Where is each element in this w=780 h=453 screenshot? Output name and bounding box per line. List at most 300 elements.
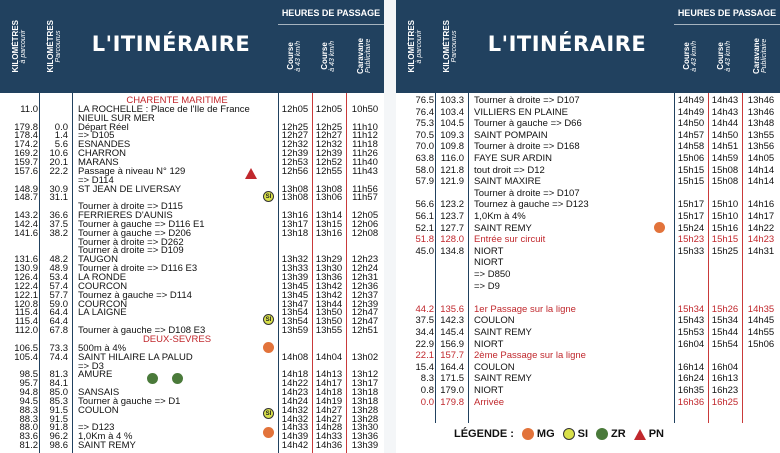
- cell-t1: 15h53: [677, 327, 705, 338]
- cell-k1: 148.9: [14, 183, 38, 195]
- cell-t1: 13h17: [281, 218, 309, 230]
- cell-t3: 13h56: [747, 141, 775, 153]
- cell-t1: 13h45: [281, 289, 309, 301]
- cell-t2: 13h55: [315, 325, 343, 337]
- cell-t3: 13h12: [351, 369, 379, 381]
- col-time-1-header: Course à 43 km/h: [682, 41, 698, 72]
- cell-t1: 15h15: [677, 164, 705, 176]
- cell-t2: 14h59: [711, 153, 739, 164]
- cell-t3: 10h50: [351, 103, 379, 115]
- cell-t3: 13h55: [747, 129, 775, 141]
- cell-k1: 122.4: [14, 280, 38, 292]
- table-row: [396, 363, 780, 373]
- cell-t1: 15h17: [677, 211, 705, 222]
- cell-t2: 14h43: [711, 106, 739, 118]
- cell-t1: 13h47: [281, 298, 309, 310]
- table-row: [396, 351, 780, 361]
- cell-t3: 13h46: [747, 95, 775, 106]
- cell-k1: 94.8: [19, 387, 38, 399]
- cell-t2: 14h13: [315, 369, 343, 381]
- cell-t3: 11h18: [352, 139, 378, 151]
- table-row: [396, 119, 780, 129]
- cell-t1: 13h39: [281, 272, 309, 283]
- mountain-icon: [263, 342, 274, 353]
- cell-t2: 15h10: [711, 199, 739, 211]
- cell-t2: 14h19: [315, 395, 343, 407]
- cell-k2: 142.3: [440, 315, 464, 327]
- cell-k1: 34.4: [415, 327, 434, 338]
- col-time-2-header: Course à 43 km/h: [716, 41, 732, 72]
- cell-t3: 14h35: [747, 303, 775, 315]
- cell-k1: 8.3: [420, 373, 434, 385]
- table-row: [396, 386, 780, 396]
- col-km-done-header: KILOMÈTRES Parcourus: [442, 20, 458, 73]
- cell-k1: 174.2: [14, 139, 38, 151]
- cell-it: => D114: [78, 175, 114, 186]
- cell-t2: 15h25: [711, 245, 739, 257]
- table-row: [396, 189, 780, 199]
- table-row: [396, 282, 780, 292]
- cell-t2: 14h18: [315, 387, 343, 399]
- cell-t2: 16h04: [711, 361, 739, 373]
- cell-t3: 12h37: [351, 289, 379, 301]
- cell-t2: 14h36: [315, 440, 343, 452]
- cell-t2: 14h28: [315, 422, 343, 434]
- cell-it: SAINT POMPAIN: [474, 130, 548, 141]
- cell-it: NIEUIL SUR MER: [78, 113, 155, 124]
- cell-it: NIORT: [474, 339, 504, 350]
- itinerary-panel-left: [0, 0, 384, 453]
- table-row: [396, 328, 780, 338]
- cell-it: Tourner à droite => D116 E3: [78, 264, 198, 275]
- cell-k1: 120.8: [14, 298, 38, 310]
- cell-it: AMURE: [78, 370, 113, 381]
- cell-t1: 14h58: [677, 141, 705, 153]
- cell-t3: 13h02: [351, 351, 379, 363]
- cell-k1: 115.4: [14, 307, 38, 319]
- cell-k2: 10.6: [49, 148, 68, 160]
- cell-k1: 45.0: [415, 245, 434, 257]
- cell-k1: 56.6: [415, 199, 434, 211]
- cell-k2: 20.1: [49, 156, 68, 168]
- cell-it: ESNANDES: [78, 140, 131, 151]
- cell-it: SAINT REMY: [474, 374, 532, 385]
- mountain-icon: [522, 428, 534, 440]
- sprint-icon: SI: [263, 191, 274, 202]
- cell-t2: 16h23: [711, 385, 739, 396]
- cell-t3: 13h18: [351, 387, 379, 399]
- cell-t1: 13h08: [281, 192, 309, 204]
- cell-t2: 13h42: [315, 280, 343, 292]
- cell-t3: 13h18: [351, 395, 379, 407]
- cell-k1: 148.7: [14, 192, 38, 204]
- cell-t3: 12h31: [351, 272, 379, 283]
- cell-t1: 15h23: [677, 234, 705, 246]
- cell-k1: 58.0: [415, 164, 434, 176]
- cell-t1: 16h14: [677, 361, 705, 373]
- cell-t3: 12h06: [351, 218, 379, 230]
- passage-a-niveau-icon: [634, 429, 646, 440]
- table-row: [396, 305, 780, 315]
- cell-t1: 14h23: [281, 387, 309, 399]
- cell-t3: 11h40: [352, 156, 378, 168]
- cell-it: NIORT: [474, 246, 504, 257]
- table-row: [396, 340, 780, 350]
- cell-t2: 15h08: [711, 176, 739, 188]
- cell-t3: 12h51: [351, 325, 379, 337]
- cell-k1: 76.4: [415, 106, 434, 118]
- cell-t3: 14h23: [747, 234, 775, 246]
- cell-t1: 15h06: [677, 153, 705, 164]
- cell-it: Tourner à droite => D109: [78, 246, 184, 257]
- cell-t1: 14h22: [281, 378, 309, 390]
- cell-k1: 94.5: [19, 395, 38, 407]
- table-row: [396, 142, 780, 152]
- cell-it: => D3: [78, 361, 104, 372]
- heures-header: HEURES DE PASSAGE: [281, 8, 381, 18]
- cell-it: SAINT HILAIRE LA PALUD: [78, 352, 193, 363]
- cell-t3: 13h17: [351, 378, 379, 390]
- cell-t1: 15h15: [677, 176, 705, 188]
- page-title: L'ITINÉRAIRE: [91, 32, 251, 56]
- table-row: [0, 441, 384, 451]
- cell-t1: 14h32: [281, 413, 309, 425]
- cell-t2: 16h13: [711, 373, 739, 385]
- cell-k1: 56.1: [415, 211, 434, 222]
- cell-k2: 53.4: [49, 272, 68, 283]
- cell-it: tout droit => D12: [474, 165, 545, 176]
- cell-t2: 14h51: [711, 141, 739, 153]
- cell-t2: 13h50: [315, 316, 343, 328]
- cell-k1: 130.9: [14, 263, 38, 275]
- table-row: [396, 258, 780, 268]
- cell-k2: 64.4: [49, 316, 68, 328]
- cell-it: CHARENTE MARITIME: [126, 96, 228, 106]
- cell-k1: 126.4: [14, 272, 38, 283]
- cell-t3: 11h12: [352, 130, 378, 142]
- cell-t1: 15h43: [677, 315, 705, 327]
- cell-t1: 13h54: [281, 307, 309, 319]
- cell-k1: 112.0: [14, 325, 38, 337]
- cell-k2: 91.5: [49, 413, 68, 425]
- cell-it: Tourner à droite => D168: [474, 142, 580, 153]
- cell-k1: 141.6: [14, 227, 38, 239]
- cell-t3: 14h17: [747, 211, 775, 222]
- cell-t2: 12h27: [315, 130, 343, 142]
- cell-k2: 31.1: [49, 192, 68, 204]
- cell-t1: 15h17: [677, 199, 705, 211]
- cell-t3: 12h05: [351, 210, 379, 222]
- cell-k1: 22.1: [415, 350, 434, 362]
- cell-it: LA ROCHELLE : Place de l'Ile de France: [78, 104, 250, 115]
- cell-k2: 85.0: [49, 387, 68, 399]
- cell-k2: 121.9: [440, 176, 464, 188]
- cell-it: Tourner à droite => D115: [78, 202, 183, 213]
- cell-it: LA RONDE: [78, 273, 127, 283]
- cell-k1: 44.2: [415, 303, 434, 315]
- cell-k2: 103.4: [440, 106, 464, 118]
- cell-it: SANSAIS: [78, 388, 120, 399]
- cell-k2: 67.8: [49, 325, 68, 337]
- cell-t3: 14h16: [747, 199, 775, 211]
- cell-t1: 13h45: [281, 280, 309, 292]
- cell-t2: 12h55: [315, 165, 343, 177]
- cell-k1: 57.9: [415, 176, 434, 188]
- cell-t2: 15h44: [711, 327, 739, 338]
- cell-k2: 64.4: [49, 307, 68, 319]
- cell-t1: 14h49: [677, 106, 705, 118]
- cell-k2: 57.4: [49, 280, 68, 292]
- table-row: [396, 177, 780, 187]
- cell-k2: 164.4: [440, 361, 464, 373]
- cell-it: TAUGON: [78, 255, 118, 266]
- sprint-icon: SI: [263, 408, 274, 419]
- cell-it: COULON: [78, 405, 119, 416]
- col-time-3-header: Caravane Publicitaire: [356, 38, 372, 75]
- cell-t3: 12h47: [351, 316, 379, 328]
- cell-it: Arrivée: [474, 397, 505, 408]
- cell-t2: 12h32: [315, 139, 343, 151]
- cell-it: Entrée sur circuit: [474, 235, 546, 246]
- header-left: [0, 0, 384, 93]
- cell-it: ST JEAN DE LIVERSAY: [78, 184, 182, 195]
- cell-k1: 98.5: [19, 369, 38, 381]
- cell-k2: 48.2: [49, 254, 68, 266]
- cell-k2: 48.9: [49, 263, 68, 275]
- col-km-total-header: KILOMÈTRES à parcourir: [11, 20, 27, 73]
- cell-it: 1er Passage sur la ligne: [474, 304, 576, 315]
- cell-it: COURCON: [78, 281, 128, 292]
- cell-k1: 76.5: [415, 95, 434, 106]
- cell-t3: 13h36: [351, 431, 379, 443]
- cell-t2: 13h36: [315, 272, 343, 283]
- sprint-icon: [563, 428, 575, 440]
- cell-k2: 109.8: [440, 141, 464, 153]
- cell-t2: 13h30: [315, 263, 343, 275]
- cell-k2: 123.2: [440, 199, 464, 211]
- cell-k1: 70.0: [415, 141, 434, 153]
- cell-t2: 15h26: [711, 303, 739, 315]
- cell-k1: 95.7: [19, 378, 38, 390]
- heures-header: HEURES DE PASSAGE: [677, 8, 777, 18]
- cell-it: Tournez à gauche => D114: [78, 290, 192, 301]
- cell-k2: 57.7: [49, 289, 68, 301]
- cell-t2: 15h10: [711, 211, 739, 222]
- cell-k2: 116.0: [440, 153, 464, 164]
- table-row: [396, 247, 780, 257]
- cell-t1: 16h04: [677, 338, 705, 350]
- page-title: L'ITINÉRAIRE: [487, 32, 647, 56]
- cell-t2: 12h52: [315, 156, 343, 168]
- cell-it: 500m à 4%: [78, 343, 127, 354]
- cell-t2: 14h43: [711, 95, 739, 106]
- cell-k1: 75.3: [415, 118, 434, 130]
- cell-t2: 13h42: [315, 289, 343, 301]
- cell-k1: 70.5: [415, 129, 434, 141]
- cell-t1: 12h53: [281, 156, 309, 168]
- cell-t1: 12h32: [281, 139, 309, 151]
- cell-k2: 145.4: [440, 327, 464, 338]
- cell-it: DEUX-SEVRES: [142, 334, 212, 345]
- cell-it: Tourner à droite => D262: [78, 237, 184, 248]
- cell-t2: 14h33: [315, 431, 343, 443]
- cell-t1: 16h35: [677, 385, 705, 396]
- cell-it: Tourner à gauche => D1: [78, 396, 181, 407]
- cell-it: Tourner à gauche => D108 E3: [78, 326, 206, 337]
- table-row: [396, 316, 780, 326]
- cell-t3: 14h22: [747, 222, 775, 234]
- col-time-2-header: Course à 43 km/h: [320, 41, 336, 72]
- cell-t1: 12h25: [281, 121, 309, 133]
- feed-zone-icon: [147, 373, 158, 384]
- col-km-done-header: KILOMÈTRES Parcourus: [46, 20, 62, 73]
- cell-t2: 15h16: [711, 222, 739, 234]
- header-right: [396, 0, 780, 93]
- cell-k1: 51.8: [415, 234, 434, 246]
- cell-it: => D9: [474, 281, 500, 292]
- cell-k1: 159.7: [14, 156, 38, 168]
- sprint-icon: SI: [263, 314, 274, 325]
- cell-k2: 179.0: [440, 385, 464, 396]
- cell-it: FERRIERES D'AUNIS: [78, 211, 173, 222]
- legend-item-zr: ZR: [596, 428, 626, 440]
- table-row: [396, 131, 780, 141]
- cell-t2: 13h08: [315, 183, 343, 195]
- cell-it: Tourner à gauche => D66: [474, 119, 582, 130]
- cell-it: CHARRON: [78, 149, 127, 160]
- cell-it: 1,0Km à 4%: [474, 212, 526, 222]
- legend-title: LÉGENDE :: [454, 428, 514, 440]
- cell-t1: 14h49: [677, 95, 705, 106]
- cell-k2: 103.3: [440, 95, 464, 106]
- cell-t2: 12h25: [315, 121, 343, 133]
- table-row: [396, 200, 780, 210]
- cell-k2: 84.1: [49, 378, 68, 390]
- table-row: [396, 293, 780, 303]
- cell-t1: 13h32: [281, 254, 309, 266]
- cell-it: Départ Réel: [78, 122, 129, 133]
- cell-k2: 73.3: [49, 342, 68, 354]
- cell-t3: 13h46: [747, 106, 775, 118]
- cell-t2: 13h06: [315, 192, 343, 204]
- cell-k1: 178.4: [14, 130, 38, 142]
- cell-t3: 14h05: [747, 153, 775, 164]
- cell-t1: 15h33: [677, 245, 705, 257]
- col-time-1-header: Course à 43 km/h: [286, 41, 302, 72]
- table-row: [396, 270, 780, 280]
- cell-t3: 12h36: [351, 280, 379, 292]
- cell-t2: 12h05: [315, 103, 343, 115]
- cell-k2: 123.7: [440, 211, 464, 222]
- cell-it: SAINT MAXIRE: [474, 177, 541, 188]
- cell-t1: 14h39: [281, 431, 309, 443]
- cell-it: Tourner à droite => D107: [474, 188, 580, 199]
- table-row: [396, 374, 780, 384]
- cell-k2: 74.4: [49, 351, 68, 363]
- cell-it: Tourner à gauche => D206: [78, 228, 192, 239]
- itinerary-panel-right: [396, 0, 780, 453]
- legend-item-si: SI: [563, 428, 588, 440]
- cell-t3: 13h30: [351, 422, 379, 434]
- cell-it: Tourner à droite => D107: [474, 96, 580, 106]
- cell-it: SAINT REMY: [474, 223, 532, 234]
- cell-t3: 12h39: [351, 298, 379, 310]
- cell-t1: 13h18: [281, 227, 309, 239]
- table-row: [396, 96, 780, 106]
- table-row: [396, 166, 780, 176]
- cell-t1: 12h56: [281, 165, 309, 177]
- legend: [454, 427, 664, 441]
- cell-k1: 11.0: [20, 103, 38, 115]
- table-row: [396, 235, 780, 245]
- cell-t2: 13h16: [315, 227, 343, 239]
- cell-k2: 37.5: [49, 218, 68, 230]
- cell-t3: 12h08: [351, 227, 379, 239]
- mountain-icon: [654, 222, 665, 233]
- cell-it: SAINT REMY: [474, 328, 532, 338]
- cell-k2: 22.2: [49, 165, 68, 177]
- cell-k1: 157.6: [14, 165, 38, 177]
- cell-t1: 15h34: [677, 303, 705, 315]
- cell-t3: 14h31: [747, 245, 775, 257]
- cell-t1: 13h08: [281, 183, 309, 195]
- cell-k1: 105.4: [14, 351, 38, 363]
- cell-k2: 104.5: [440, 118, 464, 130]
- cell-k1: 0.8: [420, 385, 434, 396]
- cell-t3: 13h28: [351, 413, 379, 425]
- cell-t2: 13h14: [315, 210, 343, 222]
- cell-t3: 12h24: [351, 263, 379, 275]
- cell-t3: 11h57: [352, 192, 378, 204]
- cell-t1: 14h08: [281, 351, 309, 363]
- cell-it: COURCON: [78, 299, 128, 310]
- cell-it: NIORT: [474, 386, 504, 396]
- cell-t1: 12h27: [281, 130, 309, 142]
- cell-t1: 16h24: [677, 373, 705, 385]
- cell-t2: 13h50: [315, 307, 343, 319]
- cell-it: VILLIERS EN PLAINE: [474, 107, 568, 118]
- cell-t1: 14h33: [281, 422, 309, 434]
- cell-k2: 91.5: [49, 404, 68, 416]
- cell-t3: 11h26: [352, 148, 378, 160]
- cell-k1: 88.3: [19, 404, 38, 416]
- cell-t1: 15h24: [677, 222, 705, 234]
- cell-t1: 12h05: [281, 103, 309, 115]
- page-gutter: [384, 0, 396, 453]
- cell-t2: 14h27: [315, 404, 343, 416]
- table-row: [396, 154, 780, 164]
- cell-t3: 14h55: [747, 327, 775, 338]
- cell-k2: 134.8: [440, 245, 464, 257]
- cell-k2: 109.3: [440, 129, 464, 141]
- cell-t1: 13h54: [281, 316, 309, 328]
- cell-k1: 15.4: [415, 361, 434, 373]
- table-row: [396, 224, 780, 234]
- cell-k2: 96.2: [49, 431, 68, 443]
- cell-t3: 14h14: [747, 176, 775, 188]
- cell-k1: 106.5: [14, 342, 38, 354]
- cell-t1: 16h36: [677, 396, 705, 408]
- cell-it: FAYE SUR ARDIN: [474, 154, 552, 164]
- passage-a-niveau-icon: [245, 168, 257, 179]
- table-row: [396, 398, 780, 408]
- cell-t1: 14h18: [281, 369, 309, 381]
- cell-k2: 38.2: [49, 227, 68, 239]
- cell-t2: 12h39: [315, 148, 343, 160]
- cell-it: LA LAIGNE: [78, 308, 127, 319]
- cell-k2: 91.8: [49, 422, 68, 434]
- cell-t3: 13h48: [747, 118, 775, 130]
